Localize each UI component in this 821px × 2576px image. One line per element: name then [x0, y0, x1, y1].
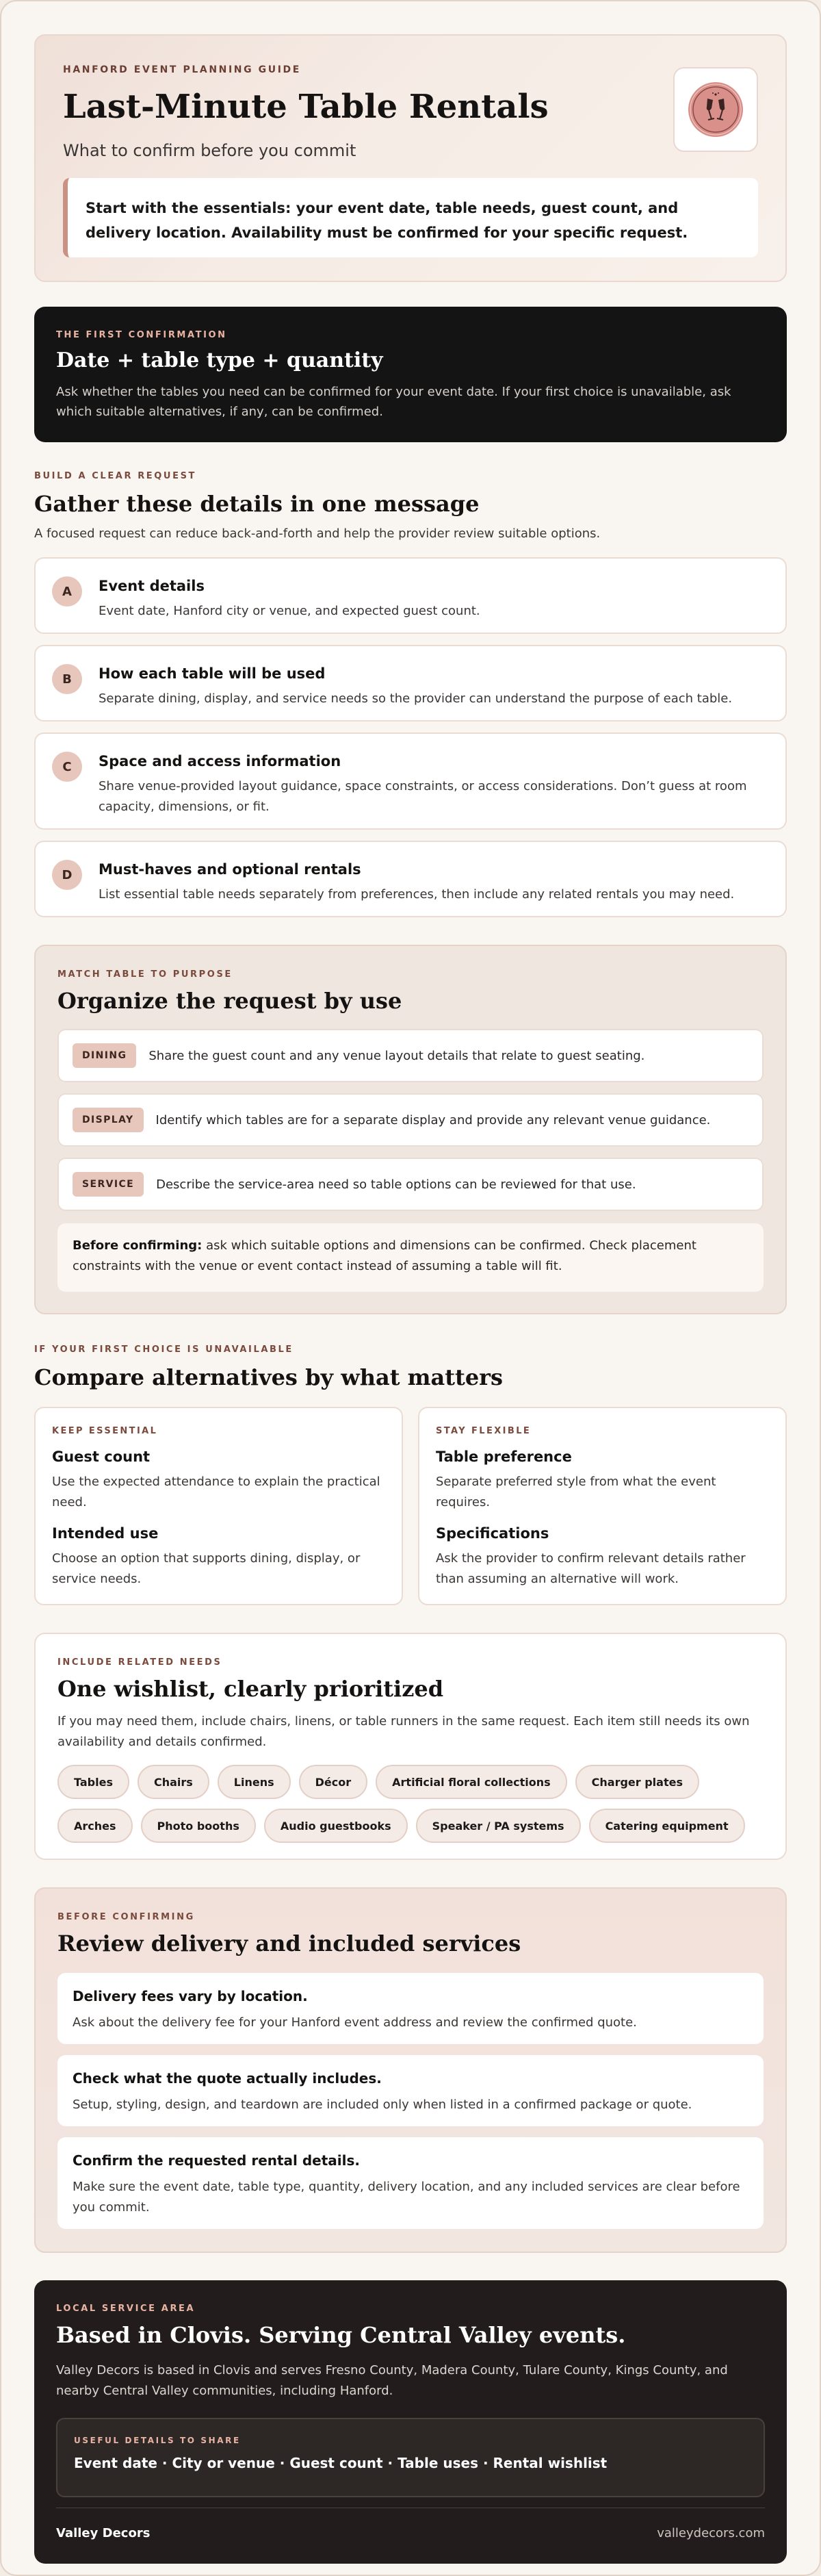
alt-item-title: Specifications — [436, 1525, 549, 1542]
purpose-eyebrow: MATCH TABLE TO PURPOSE — [57, 969, 233, 980]
hero-note: Start with the essentials: your event date, table needs, guest count, and delivery location. Availability must be confirmed for your specific request. — [63, 178, 758, 257]
alternatives-eyebrow: IF YOUR FIRST CHOICE IS UNAVAILABLE — [34, 1344, 294, 1355]
delivery-item — [57, 2137, 764, 2229]
use-row-display — [57, 1093, 764, 1147]
step-text: Event date, Hanford city or venue, and expected guest count. — [99, 604, 480, 618]
chip-floral: Artificial floral collections — [376, 1765, 567, 1799]
first-confirmation-title: Date + table type + quantity — [56, 348, 383, 372]
chip-speaker-pa: Speaker / PA systems — [416, 1809, 581, 1843]
request-steps — [34, 557, 787, 917]
use-text: Share the guest count and any venue layout details that relate to guest seating. — [148, 1048, 645, 1063]
step-text: Separate dining, display, and service needs so the provider can understand the purpose of each table. — [99, 691, 733, 706]
alt-item-title: Guest count — [52, 1449, 151, 1465]
local-text: Valley Decors is based in Clovis and serves Fresno County, Madera County, Tulare County, Kings County, and nearby Central Valley communities, including Hanford. — [56, 2363, 728, 2398]
use-text: Identify which tables are for a separate display and provide any relevant venue guidance. — [155, 1112, 711, 1127]
hero-section — [34, 34, 787, 282]
delivery-section — [34, 1887, 787, 2253]
step-badge: B — [52, 664, 82, 694]
chip-tables: Tables — [57, 1765, 129, 1799]
step-title: How each table will be used — [99, 665, 326, 682]
chip-audio-guestbooks: Audio guestbooks — [264, 1809, 408, 1843]
share-eyebrow: USEFUL DETAILS TO SHARE — [74, 2436, 241, 2445]
champagne-glasses-seal-icon — [687, 81, 744, 138]
chip-decor: Décor — [299, 1765, 368, 1799]
hero-eyebrow: HANFORD EVENT PLANNING GUIDE — [63, 64, 301, 75]
request-title: Gather these details in one message — [34, 491, 480, 517]
step-badge: D — [52, 860, 82, 890]
purpose-note-text: ask which suitable options and dimensions can be confirmed. Check placement constraints with the venue or event contact instead of assuming a table will fit. — [73, 1238, 696, 1273]
step-card-a — [34, 557, 787, 634]
use-tag: DISPLAY — [73, 1108, 144, 1132]
use-tag: DINING — [73, 1043, 136, 1068]
delivery-item-text: Setup, styling, design, and teardown are included only when listed in a confirmed package or quote. — [73, 2097, 692, 2112]
request-section — [34, 471, 787, 541]
step-title: Event details — [99, 578, 205, 594]
first-confirmation-text: Ask whether the tables you need can be confirmed for your event date. If your first choice is unavailable, ask which suitable alternatives, if any, can be confirmed. — [56, 385, 731, 419]
purpose-title: Organize the request by use — [57, 988, 402, 1014]
wishlist-title: One wishlist, clearly prioritized — [57, 1676, 444, 1702]
footer-brand: Valley Decors — [56, 2526, 151, 2540]
alt-column-flexible — [418, 1407, 787, 1605]
chip-arches: Arches — [57, 1809, 133, 1843]
first-confirmation-eyebrow: THE FIRST CONFIRMATION — [56, 330, 227, 340]
share-text: Event date · City or venue · Guest count · Table uses · Rental wishlist — [74, 2455, 608, 2471]
alt-column-eyebrow: KEEP ESSENTIAL — [52, 1426, 158, 1436]
logo — [673, 67, 758, 152]
step-badge: C — [52, 752, 82, 782]
alt-item-text: Use the expected attendance to explain the practical need. — [52, 1475, 380, 1509]
request-text: A focused request can reduce back-and-forth and help the provider review suitable options. — [34, 526, 601, 541]
alt-column-eyebrow: STAY FLEXIBLE — [436, 1426, 532, 1436]
chip-catering: Catering equipment — [589, 1809, 745, 1843]
use-text: Describe the service-area need so table options can be reviewed for that use. — [156, 1177, 636, 1192]
alternatives-grid — [34, 1407, 787, 1605]
request-eyebrow: BUILD A CLEAR REQUEST — [34, 471, 196, 481]
step-card-d — [34, 841, 787, 917]
chip-photo-booths: Photo booths — [141, 1809, 256, 1843]
use-tag: SERVICE — [73, 1172, 144, 1197]
step-text: Share venue-provided layout guidance, space constraints, or access considerations. Don’t guess at room capacity, dimensions, or fit. — [99, 779, 747, 814]
wishlist-chips — [57, 1765, 764, 1843]
chip-charger-plates: Charger plates — [575, 1765, 699, 1799]
footer-site-link[interactable]: valleydecors.com — [657, 2526, 765, 2540]
purpose-note-label: Before confirming: — [73, 1238, 203, 1253]
local-title: Based in Clovis. Serving Central Valley events. — [56, 2322, 626, 2348]
use-row-dining — [57, 1029, 764, 1082]
alt-item-text: Ask the provider to confirm relevant details rather than assuming an alternative will work. — [436, 1551, 746, 1586]
step-card-c — [34, 732, 787, 830]
alt-item-title: Table preference — [436, 1449, 572, 1465]
footer — [56, 2508, 765, 2540]
first-confirmation-card — [34, 307, 787, 442]
chip-chairs: Chairs — [138, 1765, 209, 1799]
share-details-box — [56, 2418, 765, 2497]
purpose-section — [34, 945, 787, 1314]
alternatives-section — [34, 1344, 787, 1390]
step-title: Space and access information — [99, 753, 341, 769]
chip-linens: Linens — [218, 1765, 291, 1799]
alt-column-essential — [34, 1407, 403, 1605]
purpose-note — [57, 1223, 764, 1292]
delivery-item-text: Make sure the event date, table type, quantity, delivery location, and any included services are clear before you commit. — [73, 2180, 740, 2215]
delivery-title: Review delivery and included services — [57, 1930, 521, 1956]
step-card-b — [34, 645, 787, 722]
wishlist-text: If you may need them, include chairs, linens, or table runners in the same request. Each item still needs its own availability and details confirmed. — [57, 1714, 750, 1749]
step-title: Must-haves and optional rentals — [99, 861, 361, 878]
alt-item-title: Intended use — [52, 1525, 159, 1542]
local-eyebrow: LOCAL SERVICE AREA — [56, 2304, 196, 2314]
alt-item-text: Separate preferred style from what the event requires. — [436, 1475, 716, 1509]
page-title: Last-Minute Table Rentals — [63, 88, 549, 126]
step-badge: A — [52, 576, 82, 607]
delivery-item — [57, 1973, 764, 2044]
alt-item-text: Choose an option that supports dining, display, or service needs. — [52, 1551, 361, 1586]
use-row-service — [57, 1158, 764, 1211]
wishlist-eyebrow: INCLUDE RELATED NEEDS — [57, 1657, 222, 1668]
delivery-eyebrow: BEFORE CONFIRMING — [57, 1912, 195, 1922]
delivery-item-title: Check what the quote actually includes. — [73, 2070, 382, 2087]
page-subtitle: What to confirm before you commit — [63, 141, 356, 160]
local-service-section — [34, 2280, 787, 2564]
delivery-item-title: Confirm the requested rental details. — [73, 2152, 361, 2169]
delivery-item-title: Delivery fees vary by location. — [73, 1988, 308, 2004]
delivery-item-text: Ask about the delivery fee for your Hanford event address and review the confirmed quote. — [73, 2015, 637, 2030]
delivery-item — [57, 2055, 764, 2126]
step-text: List essential table needs separately from preferences, then include any related rentals you may need. — [99, 887, 735, 902]
wishlist-section — [34, 1633, 787, 1860]
alternatives-title: Compare alternatives by what matters — [34, 1364, 504, 1390]
